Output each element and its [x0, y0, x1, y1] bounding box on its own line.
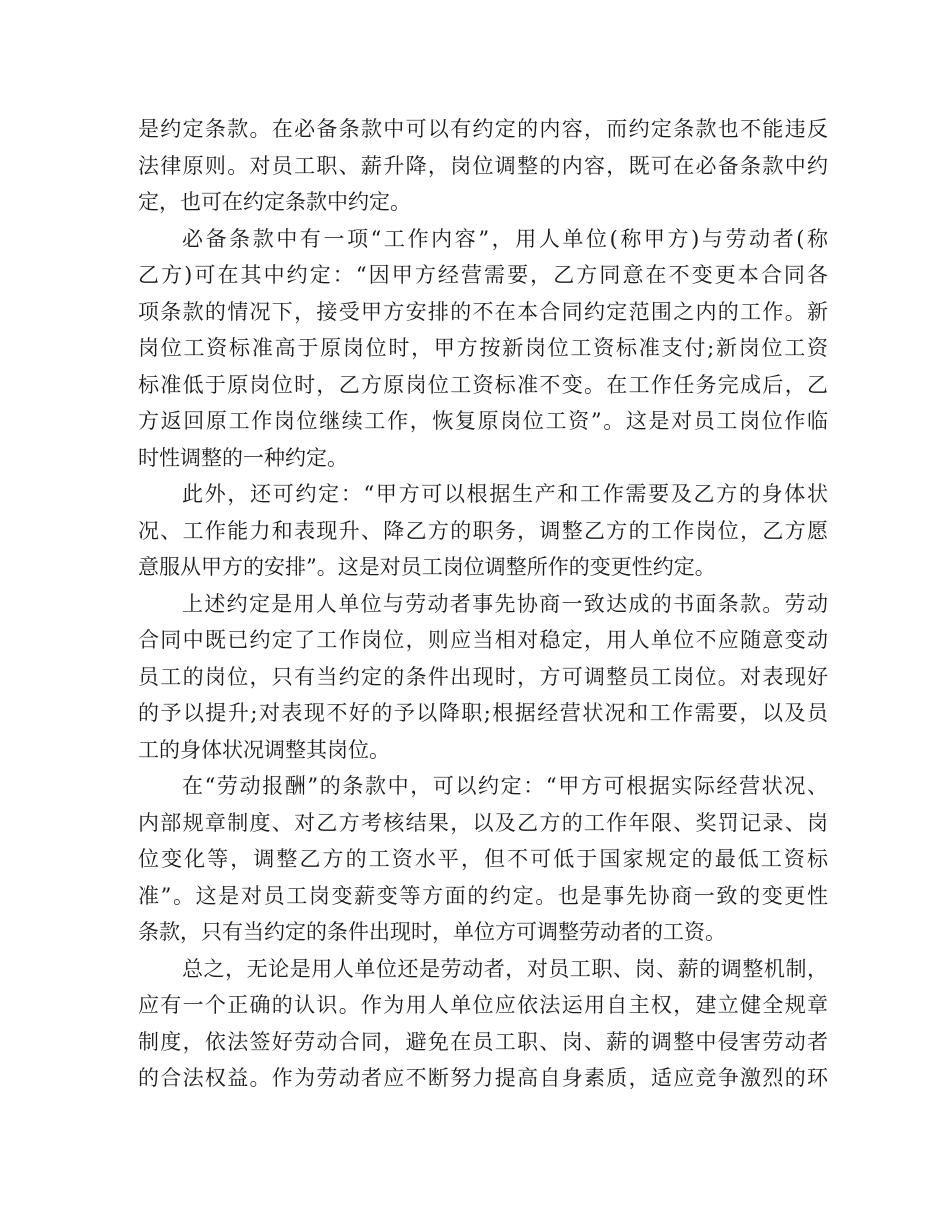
text-line: 是约定条款。在必备条款中可以有约定的内容，而约定条款也不能违反	[138, 117, 828, 141]
text-line: 岗位工资标准高于原岗位时，甲方按新岗位工资标准支付;新岗位工资	[138, 336, 828, 360]
text-line: 乙方)可在其中约定：“因甲方经营需要，乙方同意在不变更本合同各	[138, 263, 828, 287]
text-line: 员工的岗位，只有当约定的条件出现时，方可调整员工岗位。对表现好	[138, 664, 828, 689]
text-line: 在“劳动报酬”的条款中，可以约定：“甲方可根据实际经营状况、	[182, 774, 828, 798]
text-line: 时性调整的一种约定。	[138, 445, 348, 470]
text-line: 此外，还可约定：“甲方可以根据生产和工作需要及乙方的身体状	[182, 482, 828, 506]
document-body	[138, 111, 828, 1097]
text-line: 法律原则。对员工职、薪升降，岗位调整的内容，既可在必备条款中约	[138, 153, 828, 178]
text-line: 的合法权益。作为劳动者应不断努力提高自身素质，适应竞争激烈的环	[138, 1066, 828, 1090]
text-line: 位变化等，调整乙方的工资水平，但不可低于国家规定的最低工资标	[138, 847, 828, 871]
text-line: 准”。这是对员工岗变薪变等方面的约定。也是事先协商一致的变更性	[138, 883, 828, 908]
text-line: 标准低于原岗位时，乙方原岗位工资标准不变。在工作任务完成后，乙	[138, 372, 828, 397]
text-line: 合同中既已约定了工作岗位，则应当相对稳定，用人单位不应随意变动	[138, 628, 828, 652]
text-line: 总之，无论是用人单位还是劳动者，对员工职、岗、薪的调整机制，	[182, 956, 828, 981]
text-line: 工的身体状况调整其岗位。	[138, 737, 390, 762]
text-line: 内部规章制度、对乙方考核结果，以及乙方的工作年限、奖罚记录、岗	[138, 810, 828, 835]
text-line: 况、工作能力和表现升、降乙方的职务，调整乙方的工作岗位，乙方愿	[138, 518, 828, 543]
text-line: 意服从甲方的安排”。这是对员工岗位调整所作的变更性约定。	[138, 555, 716, 579]
text-line: 必备条款中有一项“工作内容”，用人单位(称甲方)与劳动者(称	[182, 226, 828, 251]
text-line: 制度，依法签好劳动合同，避免在员工职、岗、薪的调整中侵害劳动者	[138, 1029, 828, 1054]
text-line: 定，也可在约定条款中约定。	[138, 190, 411, 214]
text-line: 上述约定是用人单位与劳动者事先协商一致达成的书面条款。劳动	[182, 591, 828, 616]
text-line: 的予以提升;对表现不好的予以降职;根据经营状况和工作需要，以及员	[138, 701, 828, 725]
text-line: 方返回原工作岗位继续工作，恢复原岗位工资”。这是对员工岗位作临	[138, 409, 828, 433]
text-line: 应有一个正确的认识。作为用人单位应依法运用自主权，建立健全规章	[138, 993, 828, 1017]
text-line: 条款，只有当约定的条件出现时，单位方可调整劳动者的工资。	[138, 920, 726, 944]
text-line: 项条款的情况下，接受甲方安排的不在本合同约定范围之内的工作。新	[138, 299, 828, 324]
